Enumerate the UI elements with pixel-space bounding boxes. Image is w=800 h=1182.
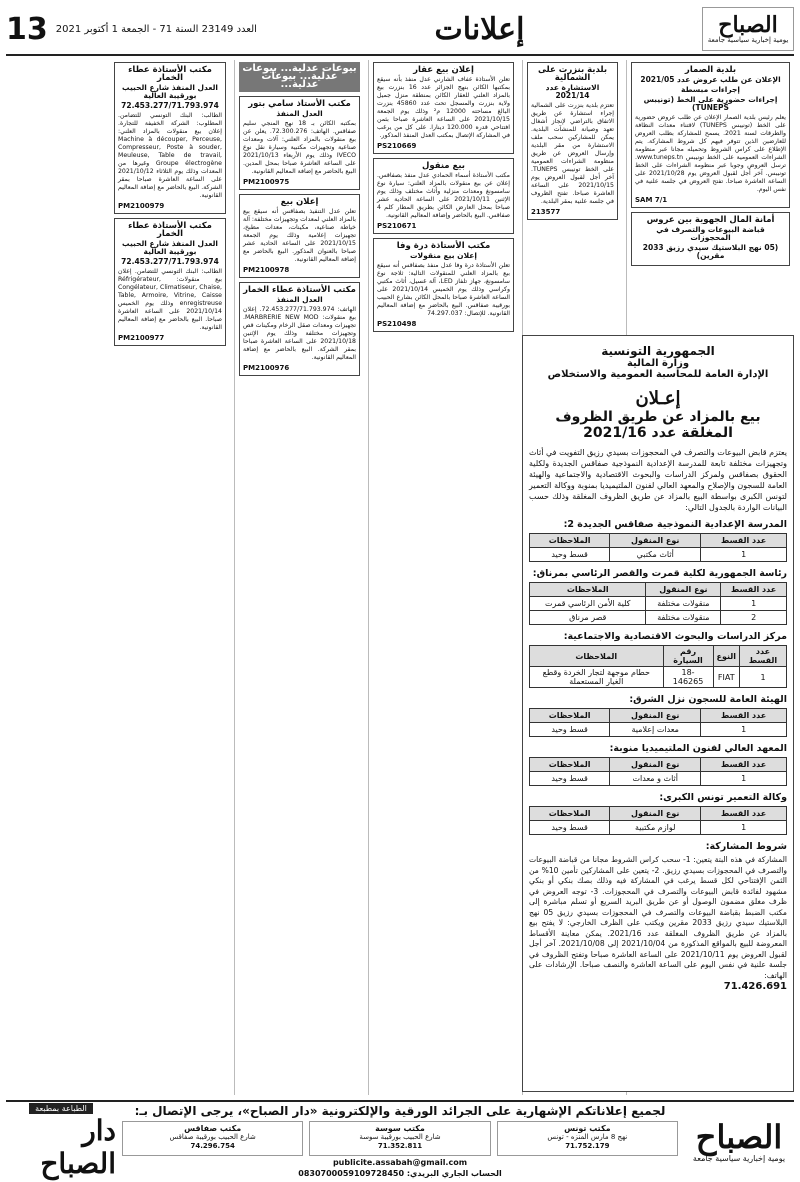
ad-durra-wafa [373,238,514,332]
office-address: شارع الحبيب بورقيبة صفاقس [169,1133,256,1141]
office-phone: 71.752.179 [565,1142,610,1150]
section-heading: مركز الدراسات والبحوث الاقتصادية والاجتماعية: [563,631,787,642]
lots-table-2 [529,582,787,625]
table-cell: قسط وحيد [530,772,610,786]
ad-subtitle: العدل المنفذ شارع الحبيب بورقيبة العالية [122,83,218,100]
ad-sami-battour [239,96,360,190]
office-name: مكتب سوسة [375,1124,425,1133]
ad-title: بيع منقول [422,161,465,171]
table-row [530,723,787,737]
th-type: نوع المنقول [646,583,721,597]
table-row [530,597,787,611]
office-sfax [122,1121,303,1156]
lots-table-5 [529,757,787,786]
newspaper-logo [702,7,794,51]
table-cell: 18-146265 [663,667,713,688]
ad-subtitle: إجراءات مبسطة [681,85,740,94]
office-phone: 71.352.811 [377,1142,423,1150]
office-name: مكتب صفاقس [184,1124,242,1133]
ad-title: بلدية بنزرت على الشمالية [537,65,608,83]
table-cell: لوازم مكتبية [610,821,701,835]
ad-body: مكتب الأستاذة أسماء الحمادي عدل منفذ بصفاقس. إعلان عن بيع منقولات بالمزاد العلني: سيارة نوع سامسونغ ومعدات منزلية وأثاث مختلف وذلك يوم الإثنين 2021/10/11 على الساعة الحادية عشر صباحا بمحل العارض الكائن بطريق المطار كلم 4 صفاقس. البيع بالحاضر وإضافة المعاليم القانونية. [377,172,510,219]
column-d [368,60,518,1095]
ad-body: الهاتف: 72.453.277/71.793.974. إعلان بيع منقولات: MARBRERIE NEW MOD. تجهيزات ومعدات صقل الرخام ومكينات قص وتجهيزات مختلفة وذلك يوم الإثنين 2021/10/18 على الساعة العاشرة صباحا بمقر الشركة. البيع بالحاضر مع إضافة المعاليم القانونية. [243,306,356,361]
ad-ataa-khammar-3 [114,218,226,346]
ad-phone: 72.453.277/71.793.974 [121,101,219,110]
notice-intro: يعتزم قابض البيوعات والتصرف في المحجوزات بسيدي رزيق التفويت في أثاث وتجهيزات مختلفة تابعة للمدرسة الإعدادية النموذجية صفاقس الجديدة ولكلية الحقوق بصفاقس ولمركز الدراسات والبحوث الاقتصادية والاجتماعية والهيئة العامة للسجون والإصلاح والمعهد العالي لفنون الملتيميديا بمنوبة ووكالة التعمير لتونس الكبرى بواسطة البيع بالمزاد عن طريق الظروف المغلقة وذلك حسب البيانات الواردة بالجدول التالي: [529,448,787,512]
table-cell: معدات إعلامية [610,723,701,737]
ad-body: الطالب: البنك التونسي للتضامن. المطلوب: الشركة الخفيفة للتجارة. إعلان بيع منقولات بالمزاد العلني: Machine à découper, Perceuse, Compresseur, Poste à souder, Meuleuse, Table de travail, Groupe électrogène وغيرها من المعدات وذلك يوم الثلاثاء 2021/10/12 على الساعة العاشرة صباحا بمقر الشركة. البيع بالحاضر مع إضافة المعاليم القانونية. [118,112,222,199]
table-row [530,548,787,562]
office-phone: 74.296.754 [190,1142,235,1150]
ad-ref: PM2100976 [243,364,290,372]
logo-text: الصباح [718,12,778,38]
table-cell: قسط وحيد [530,548,610,562]
ad-body: بمكتبه الكائن بـ 18 نهج المنجي سليم صفاقس. الهاتف: 72.300.276. يعلن عن بيع منقولات بالمزاد العلني: آلات ومعدات صناعية وتجهيزات مكتبية وسيارة نقل نوع IVECO وذلك يوم الأربعاء 2021/10/13 على الساعة العاشرة صباحا بمحل المدين. البيع بالحاضر مع إضافة المعاليم القانونية. [243,120,356,175]
ad-title: إعلان بيع [280,197,319,207]
table-cell: قسط وحيد [530,723,610,737]
issue-block [6,12,257,47]
page-number: 13 [6,11,48,47]
table-cell: 1 [701,772,787,786]
ad-phone: 72.453.277/71.793.974 [121,257,219,266]
th-lot: عدد القسط [701,758,787,772]
table-cell: أثاث و معدات [610,772,701,786]
participation-conditions: المشاركة في هذه البتة يتعين: 1- سحب كراس الشروط مجانا من قباضة البيوعات والتصرف في المحجوزات بسيدي رزيق. 2- يتعين على المشاركين تأمين 10% من الثمن الإفتتاحي لكل قسط يرغب في المشاركة فيه وذلك بصك بنكي أو بنكي مشهود لفائدة قابض البيوعات والتصرف في المحجوزات. 3- توجه العروض في ظرف مغلق مضمون الوصول أو عن طريق البريد السريع أو تسلم مباشرة إلى مكتب الضبط بقباضة البيوعات والتصرف في المحجوزات بسيدي رزيق 05 نهج البلاستيك سيدي رزيق 2033 مقرين ويكتب على الظرف الخارجي: لا يفتح بيع بالمزاد عن طريق الظروف المغلقة عدد 2021/16. يمكن معاينة الأقساط المعروضة للبيع بالمواقع المذكورة من 2021/10/04 إلى 2021/10/08. آخر أجل لقبول العروض يوم 2021/10/11 على الساعة العاشرة صباحا وتفتح الظروف في جلسة علنية في نفس اليوم على الساعة العاشرة والنصف صباحا. الإرشادات على الهاتف: [529,855,787,980]
th-type: نوع المنقول [610,807,701,821]
ad-ref: 213577 [531,208,561,216]
th-type: نوع المنقول [610,534,701,548]
ad-movable-sale [373,158,514,234]
judicial-sales-banner: بيوعات عدلية... بيوعات عدلية... بيوعات عدلية... [239,62,360,92]
footer-contacts [116,1102,684,1180]
ad-ref: PS210671 [377,222,417,230]
footer-account: الحساب الجاري البريدي: 0830700059109728450 [298,1169,502,1178]
ad-ref: PM2100978 [243,266,290,274]
th-col: عدد القسط [740,646,787,667]
th-note: الملاحظات [530,807,610,821]
table-cell: قسط وحيد [530,821,610,835]
ad-ref: PM2100979 [118,202,165,210]
section-title: إعلانات [434,11,525,47]
th-col: رقم السيارة [663,646,713,667]
issue-line: العدد 23149 السنة 71 - الجمعة 1 أكتوبر 2021 [55,23,257,35]
footer-email: publicite.assabah@gmail.com [332,1158,468,1167]
th-lot: عدد القسط [701,807,787,821]
table-cell: 2 [721,611,787,625]
ad-title: مكتب الأستاذة درة وفا [396,241,491,251]
ad-bizerte-municipality [527,62,618,220]
table-row [530,611,787,625]
notice-subtitle: بيع بالمزاد عن طريق الظروف المغلقة عدد 2021/16 [555,409,761,441]
th-note: الملاحظات [530,534,610,548]
lots-table-3 [529,645,787,688]
th-note: الملاحظات [530,758,610,772]
section-heading: وكالة التعمير تونس الكبرى: [659,792,787,803]
table-cell: FIAT [713,667,740,688]
office-tunis [497,1121,678,1156]
table-cell: 1 [701,723,787,737]
column-f [110,60,230,1095]
page-header [6,4,794,56]
table-cell: منقولات مختلفة [646,597,721,611]
table-row [530,667,787,688]
ad-body: الطالب: البنك التونسي للتضامن. إعلان بيع منقولات: Réfrigérateur, Congélateur, Climatiseur, Chaise, Table, Armoire, Vitrine, Caisse enregistreuse وذلك يوم الخميس 2021/10/14 على الساعة العاشرة صباحا. البيع بالحاضر مع إضافة المعاليم القانونية. [118,268,222,331]
footer-logo-tagline: يومية إخبارية سياسية جامعة [692,1153,786,1163]
ad-real-estate-sale [373,62,514,154]
section-heading: رئاسة الجمهورية لكلية قمرت والقصر الرئاسي بمرناق: [532,568,787,579]
footer-logo [684,1102,794,1180]
th-note: الملاحظات [530,709,610,723]
ad-body: يعلم رئيس بلدية الصمار الإعلان عن طلب عروض حضورية على الخط (تونيبس TUNEPS) لاقتناء معدات النظافة والطرقات لسنة 2021. يسمح للمشاركة بطلب العروض للعارضين الذين تتوفر فيهم كل شروط المشاركة. يتم الإطلاع على كراس الشروط وتحميله مجانا عبر منظومة الشراءات العمومية على الخط تونيبس www.tuneps.tn. ترسل العروض وجوبا عبر منظومة الشراءات على الخط تونيبس. آخر أجل لقبول العروض يوم 2021/10/28 على الساعة العاشرة صباحا. تفتح العروض في جلسة علنية في نفس اليوم. [635,114,786,193]
footer-heading: لجميع إعلاناتكم الإشهارية على الجرائد الورقية والإلكترونية «دار الصباح»، يرجى الإتصال بـ: [134,1104,666,1118]
section-heading: المعهد العالي لفنون الملتيميديا منوبة: [609,743,787,754]
ad-ref: SAM 7/1 [635,196,668,204]
ad-ataa-khammar-1 [239,282,360,376]
footer-print-logo [6,1102,116,1180]
ad-ref: PS210498 [377,320,417,328]
office-address: شارع الحبيب بورقيبة سوسة [359,1133,441,1141]
th-col: الملاحظات [530,646,664,667]
section-heading: المدرسة الإعدادية النموذجية صفاقس الجديدة 2: [563,519,787,530]
auction-notice [522,335,794,1092]
table-cell: أثاث مكتبي [610,548,701,562]
ad-body: تعلن عدل التنفيذ بصفاقس أنه سيقع بيع بالمزاد العلني لمعدات وتجهيزات مختلفة: آلة خياطة صناعية، مكينات، معدات مطبخ، تجهيزات إعلامية وذلك يوم الجمعة 2021/10/15 على الساعة الحادية عشر صباحا بالعنوان المذكور. البيع بالحاضر مع إضافة المعاليم القانونية. [243,208,356,263]
table-row [530,821,787,835]
ad-title: مكتب الأستاذة عطاء الخمار [243,285,356,295]
th-lot: عدد القسط [701,709,787,723]
ad-title: مكتب الأستاذة عطاء الخمار [128,65,212,83]
ad-ref: PS210669 [377,142,417,150]
office-name: مكتب تونس [564,1124,611,1133]
th-note: الملاحظات [530,583,646,597]
th-col: النوع [713,646,740,667]
lots-table-6 [529,806,787,835]
ad-samar-municipality [631,62,790,208]
ad-subtitle: إجراءات حضورية على الخط (تونيبس TUNEPS) [643,95,778,112]
section-heading: الهيئة العامة للسجون نزل الشرق: [629,694,787,705]
lots-table-1 [529,533,787,562]
th-lot: عدد القسط [701,534,787,548]
republic-label: الجمهورية التونسية [601,344,715,358]
table-cell: 1 [740,667,787,688]
table-cell: 1 [721,597,787,611]
ad-title: مكتب الأستاذ سامي بتور [248,99,351,109]
ad-sale-notice [239,194,360,278]
ad-title: أمانة المال الجهوية بين عروس [646,215,775,225]
department-label: الإدارة العامة للمحاسبة العمومية والاستخلاص [547,369,769,380]
ad-subtitle: العدل المنفذ [276,295,323,304]
table-cell: قصر مرناق [530,611,646,625]
section-heading: شروط المشاركة: [705,841,787,852]
ad-body: تعلن الأستاذة درة وفا عدل منفذ بصفاقس أنه سيقع بيع بالمزاد العلني للمنقولات التالية: ثلاجة نوع سامسونغ، جهاز تلفاز LED، آلة غسيل، أثاث مكتبي وكراسي وذلك يوم الخميس 2021/10/14 على الساعة العاشرة صباحا بالمحل الكائن بشارع الحبيب بورقيبة صفاقس. البيع بالحاضر مع إضافة المعاليم القانونية. للإتصال: 74.297.037 [377,262,510,317]
th-type: نوع المنقول [610,758,701,772]
print-label: الطباعة بمطبعة [29,1103,93,1114]
table-cell: منقولات مختلفة [646,611,721,625]
ad-treasury-benarous [631,212,790,266]
notice-title: إعـلان [635,388,681,409]
table-row [530,772,787,786]
ad-subtitle: قباضة البيوعات والتصرف في المحجوزات [656,225,765,242]
table-cell: 1 [701,548,787,562]
ad-ref: PM2100977 [118,334,165,342]
page-footer [6,1100,794,1180]
footer-logo-text: الصباح [695,1117,783,1156]
th-type: نوع المنقول [610,709,701,723]
th-lot: عدد القسط [721,583,787,597]
ad-subtitle: الإعلان عن طلب عروض عدد 2021/05 [640,75,781,84]
ad-body: تعتزم بلدية بنزرت على الشمالية إجراء استشارة عن طريق الاتفاق بالتراضي لإنجاز أشغال تعهد وصيانة للمنشآت البلدية. يمكن للمشاركين سحب ملف الاستشارة من مقر البلدية وإرسال العروض عن طريق منظومة الشراءات العمومية على الخط تونيبس TUNEPS. آخر أجل لقبول العروض يوم 2021/10/15 على الساعة العاشرة صباحا. تفتح الظروف في جلسة علنية بمقر البلدية. [531,102,614,205]
table-cell: كلية الأمن الرئاسي قمرت [530,597,646,611]
print-logo-text: دار الصباح [40,1113,116,1180]
ad-ataa-khammar-2 [114,62,226,214]
ad-subtitle: العدل المنفذ [276,109,323,118]
lots-table-4 [529,708,787,737]
ad-body: تعلن الأستاذة عفاف الشارني عدل منفذ بأنه سيقع بمكتبها الكائن بنهج الجزائر عدد 16 بنزرت بيع بالمزاد العلني للعقار الكائن بمنطقة منزل جميل ولاية بنزرت والمسجل تحت عدد 45860 بنزرت البالغ مساحته 12000 م² وذلك يوم الجمعة 2021/10/15 على الساعة العاشرة صباحا بثمن افتتاحي قدره 120.000 دينارا. على كل من يرغب في المشاركة الإتصال بمكتب العدل المنفذ المذكور. [377,76,510,139]
office-address: نهج 8 مارس المنزه - تونس [547,1133,628,1141]
table-cell: 1 [701,821,787,835]
office-sousse [309,1121,490,1156]
footer-offices [122,1121,678,1156]
ad-title: إعلان بيع عقار [413,65,474,75]
ad-subtitle: العدل المنفذ شارع الحبيب بورقيبة العالية [122,239,218,256]
table-cell: حطام موجهة لتجار الخردة وقطع الغيار المستعملة [530,667,664,688]
contact-phone: 71.426.691 [723,981,787,992]
ad-ref: PM2100975 [243,178,290,186]
logo-subtitle: يومية إخبارية سياسية جامعة [707,36,789,44]
ministry-label: وزارة المالية [626,358,690,369]
ad-subtitle: إعلان بيع منقولات [410,251,477,260]
ad-title: بلدية الصمار [684,65,737,75]
column-e [234,60,364,1095]
ad-subtitle: (05 نهج البلاستيك سيدي رزيق 2033 مقرين) [642,243,779,260]
ad-title: مكتب الأستاذة عطاء الخمار [128,221,212,239]
ad-subtitle: الاستشارة عدد 2021/14 [545,83,600,100]
